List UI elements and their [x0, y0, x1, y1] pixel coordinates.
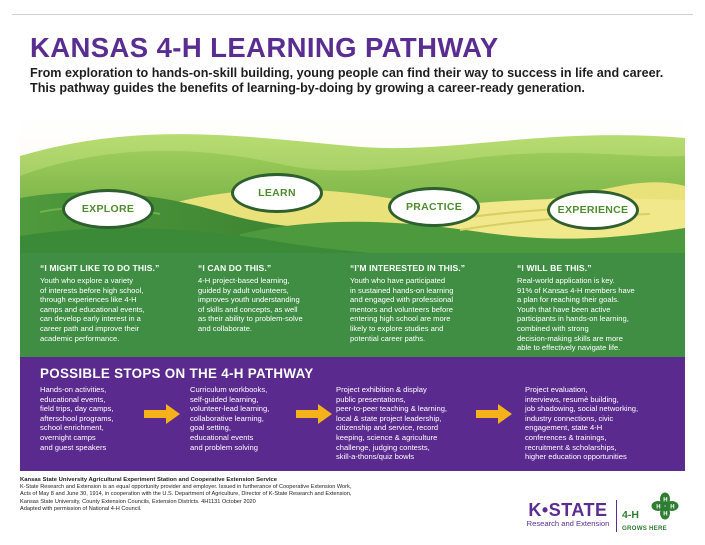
stage-experience [547, 190, 639, 230]
description-line: Youth who explore a variety [40, 276, 134, 285]
stop-line: interviews, resumè building, [525, 394, 619, 404]
footer-line: K-State Research and Extension is an equal opportunity provider and employer. Issued in furtherance of Cooperative Extension Work, [20, 484, 352, 491]
stop-line: Project exhibition & display [336, 385, 427, 394]
description-line: of interests before high school, [40, 285, 144, 295]
description-body [40, 276, 188, 343]
description-line: a plan for reaching their goals. [517, 295, 620, 305]
stop-line: job shadowing, social networking, [525, 404, 639, 414]
description-line: 4-H project-based learning, [198, 276, 290, 285]
description-line: improves youth understanding [198, 295, 300, 305]
intro-paragraph: From exploration to hands-on-skill building, young people can find their way to success in life and career. This pathway guides the benefits of learning-by-doing by growing a career-ready generation. [30, 66, 664, 96]
kstate-logo [523, 501, 613, 528]
kstate-subtitle: Research and Extension [526, 519, 610, 528]
stop-line: skill-a-thons/quiz bowls [336, 452, 415, 462]
description-heading: “I WILL BE THIS.” [517, 263, 592, 273]
stop-line: goal setting, [190, 423, 231, 433]
stage-label: PRACTICE [405, 201, 463, 213]
description-line: Real-world application is key. [517, 276, 615, 285]
description-line: participants in hands-on learning, [517, 314, 629, 324]
four-h-tagline: GROWS HERE [622, 525, 667, 532]
stop-line: collaborative learning, [190, 413, 264, 423]
description-body [517, 276, 665, 353]
stage-explore [62, 189, 154, 229]
stage-learn [231, 173, 323, 213]
page-title: KANSAS 4-H LEARNING PATHWAY [30, 32, 499, 63]
stop-line: recruitment & scholarships, [525, 442, 617, 452]
stops-title: POSSIBLE STOPS ON THE 4-H PATHWAY [40, 366, 314, 381]
stop-line: educational events [190, 432, 254, 442]
stop-line: challenge, judging contests, [336, 442, 430, 452]
description-body [350, 276, 498, 343]
footer-line: Adapted with permission of National 4-H Council. [20, 505, 142, 512]
description-line: academic performance. [40, 333, 120, 343]
stop-line: public presentations, [336, 394, 406, 404]
arrow-right-icon [144, 404, 180, 424]
stop-line: self-guided learning, [190, 394, 259, 404]
svg-text:H: H [663, 511, 668, 518]
stage-description-learn [198, 263, 346, 334]
description-line: career path and improve their [40, 323, 140, 333]
kstate-name: K•STATE [528, 500, 608, 520]
description-line: Youth that have been active [517, 304, 611, 314]
stop-list-explore [40, 385, 113, 452]
stop-line: keeping, science & agriculture [336, 432, 438, 442]
description-line: and collaborate. [198, 323, 253, 333]
svg-text:H: H [670, 504, 675, 511]
description-line: through experiences like 4-H [40, 295, 137, 305]
stop-list-practice [336, 385, 447, 462]
top-rule [12, 14, 693, 15]
stop-line: Curriculum workbooks, [190, 385, 268, 394]
description-heading: “I MIGHT LIKE TO DO THIS.” [40, 263, 160, 273]
description-line: Youth who have participated [350, 276, 446, 285]
stop-line: industry connections, civic [525, 413, 614, 423]
description-line: likely to explore studies and [350, 323, 444, 333]
stop-line: educational events, [40, 394, 106, 404]
stop-line: Project evaluation, [525, 385, 588, 394]
stop-line: field trips, day camps, [40, 404, 114, 414]
footer-line: Acts of May 8 and June 30, 1914, in cooperation with the U.S. Department of Agriculture, Director of K-State Research and Extension, [20, 491, 352, 498]
arrow-right-icon [476, 404, 512, 424]
stop-line: and problem solving [190, 442, 258, 452]
stop-line: volunteer-lead learning, [190, 404, 270, 414]
description-line: in sustained hands-on learning [350, 285, 454, 295]
description-line: combined with strong [517, 323, 589, 333]
stop-line: afterschool programs, [40, 413, 114, 423]
stop-line: peer-to-peer teaching & learning, [336, 404, 448, 414]
footer-org: Kansas State University Agricultural Experiment Station and Cooperative Extension Service [20, 477, 278, 483]
stop-line: and guest speakers [40, 442, 107, 452]
description-line: entering high school are more [350, 314, 451, 324]
svg-text:H: H [663, 497, 668, 504]
stage-label: EXPERIENCE [557, 204, 629, 216]
stage-label: LEARN [258, 187, 296, 199]
description-line: as their ability to problem-solve [198, 314, 303, 324]
description-line: of skills and concepts, as well [198, 304, 298, 314]
description-line: guided by adult volunteers, [198, 285, 289, 295]
description-heading: “I’M INTERESTED IN THIS.” [350, 263, 466, 273]
description-heading: “I CAN DO THIS.” [198, 263, 272, 273]
stop-line: higher education opportunities [525, 452, 627, 462]
footer-line: Kansas State University, County Extension Councils, Extension Districts. 4H1131 October 2020 [20, 498, 256, 505]
four-h-text: 4-H [622, 509, 639, 521]
stage-practice [388, 187, 480, 227]
stage-description-practice [350, 263, 498, 343]
possible-stops-band [20, 357, 685, 471]
stage-label: EXPLORE [81, 203, 135, 215]
stage-description-explore [40, 263, 188, 343]
description-line: decision-making skills are more [517, 333, 623, 343]
stop-line: citizenship and service, record [336, 423, 439, 433]
stop-list-learn [190, 385, 269, 452]
description-line: able to effectively navigate life. [517, 343, 621, 353]
footer-text [20, 477, 490, 513]
description-line: 91% of Kansas 4-H members have [517, 285, 635, 295]
stop-list-experience [525, 385, 638, 462]
description-line: can develop early interest in a [40, 314, 141, 324]
stop-line: conferences & trainings, [525, 432, 607, 442]
stop-line: engagement, state 4-H [525, 423, 603, 433]
logo-divider [616, 500, 617, 532]
description-body [198, 276, 346, 334]
stop-line: overnight camps [40, 432, 96, 442]
svg-text:H: H [656, 504, 661, 511]
description-line: and engaged with professional [350, 295, 454, 305]
stop-line: Hands-on activities, [40, 385, 107, 394]
description-line: potential career paths. [350, 333, 426, 343]
description-line: mentors and volunteers before [350, 304, 453, 314]
clover-icon [650, 491, 680, 521]
stage-descriptions-band [20, 253, 685, 357]
four-h-logo [622, 491, 684, 539]
arrow-right-icon [296, 404, 332, 424]
stop-line: school enrichment, [40, 423, 104, 433]
stage-description-experience [517, 263, 665, 353]
description-line: camps and educational events, [40, 304, 145, 314]
stop-line: local & state project leadership, [336, 413, 442, 423]
